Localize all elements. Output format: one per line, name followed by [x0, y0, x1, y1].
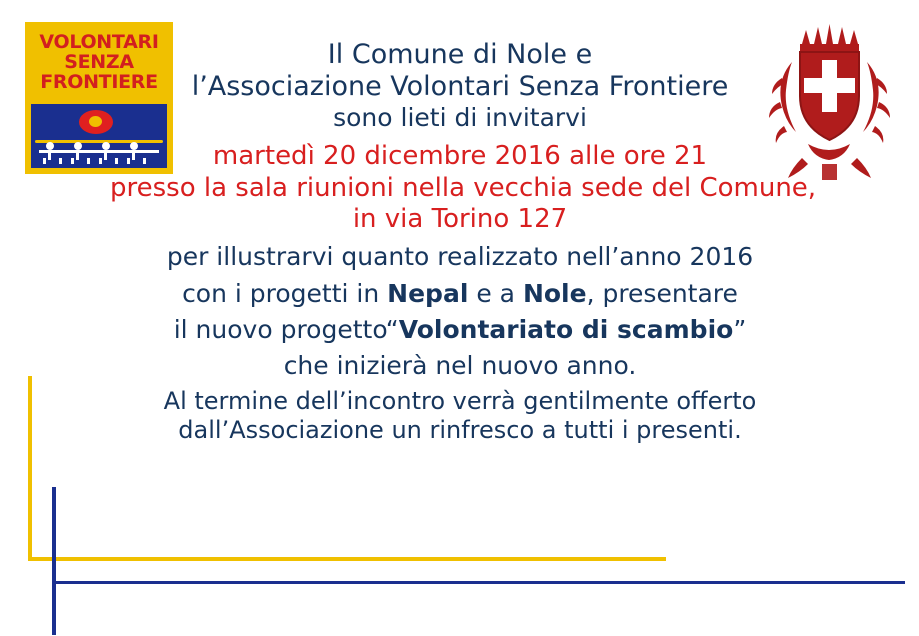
keyword-nepal: Nepal — [387, 278, 469, 308]
figure-icon — [69, 142, 87, 164]
invitation-text — [110, 39, 817, 444]
text-line-3: sono lieti di invitarvi — [333, 103, 587, 133]
decorative-rule-blue-vertical — [52, 487, 56, 635]
text-line-8-part2: e a — [468, 278, 523, 308]
decorative-rule-blue-horizontal — [52, 581, 905, 584]
text-line-7: per illustrarvi quanto realizzato nell’anno 2016 — [166, 241, 754, 271]
text-line-9-part2: ” — [733, 314, 747, 344]
text-line-9-part1: il nuovo progetto“ — [173, 314, 399, 344]
text-line-2: l’Associazione Volontari Senza Frontiere — [191, 71, 729, 103]
project-title: Volontariato di scambio — [398, 314, 734, 344]
text-line-8-part3: , presentare — [586, 278, 738, 308]
event-date-line: martedì 20 dicembre 2016 alle ore 21 — [212, 141, 708, 172]
keyword-nole: Nole — [522, 278, 587, 308]
text-line-11: Al termine dell’incontro verrà gentilmente offerto — [163, 386, 757, 415]
text-line-8-part1: con i progetti in — [182, 278, 388, 308]
logo-line-2: SENZA — [64, 51, 134, 73]
logo-line-1: VOLONTARI — [39, 31, 159, 53]
figure-icon — [41, 142, 59, 164]
event-address-line: in via Torino 127 — [352, 203, 568, 234]
text-line-9 — [110, 316, 810, 344]
text-line-12: dall’Associazione un rinfresco a tutti i presenti. — [178, 415, 742, 444]
decorative-rule-yellow-horizontal — [28, 557, 666, 561]
logo-line-3: FRONTIERE — [40, 71, 158, 93]
event-venue-line: presso la sala riunioni nella vecchia sede del Comune, — [110, 172, 817, 203]
text-line-8 — [110, 280, 810, 308]
decorative-rule-yellow-vertical — [28, 376, 32, 561]
text-line-10: che inizierà nel nuovo anno. — [283, 350, 637, 380]
sun-core-icon — [89, 116, 102, 127]
text-line-1: Il Comune di Nole e — [327, 39, 593, 70]
